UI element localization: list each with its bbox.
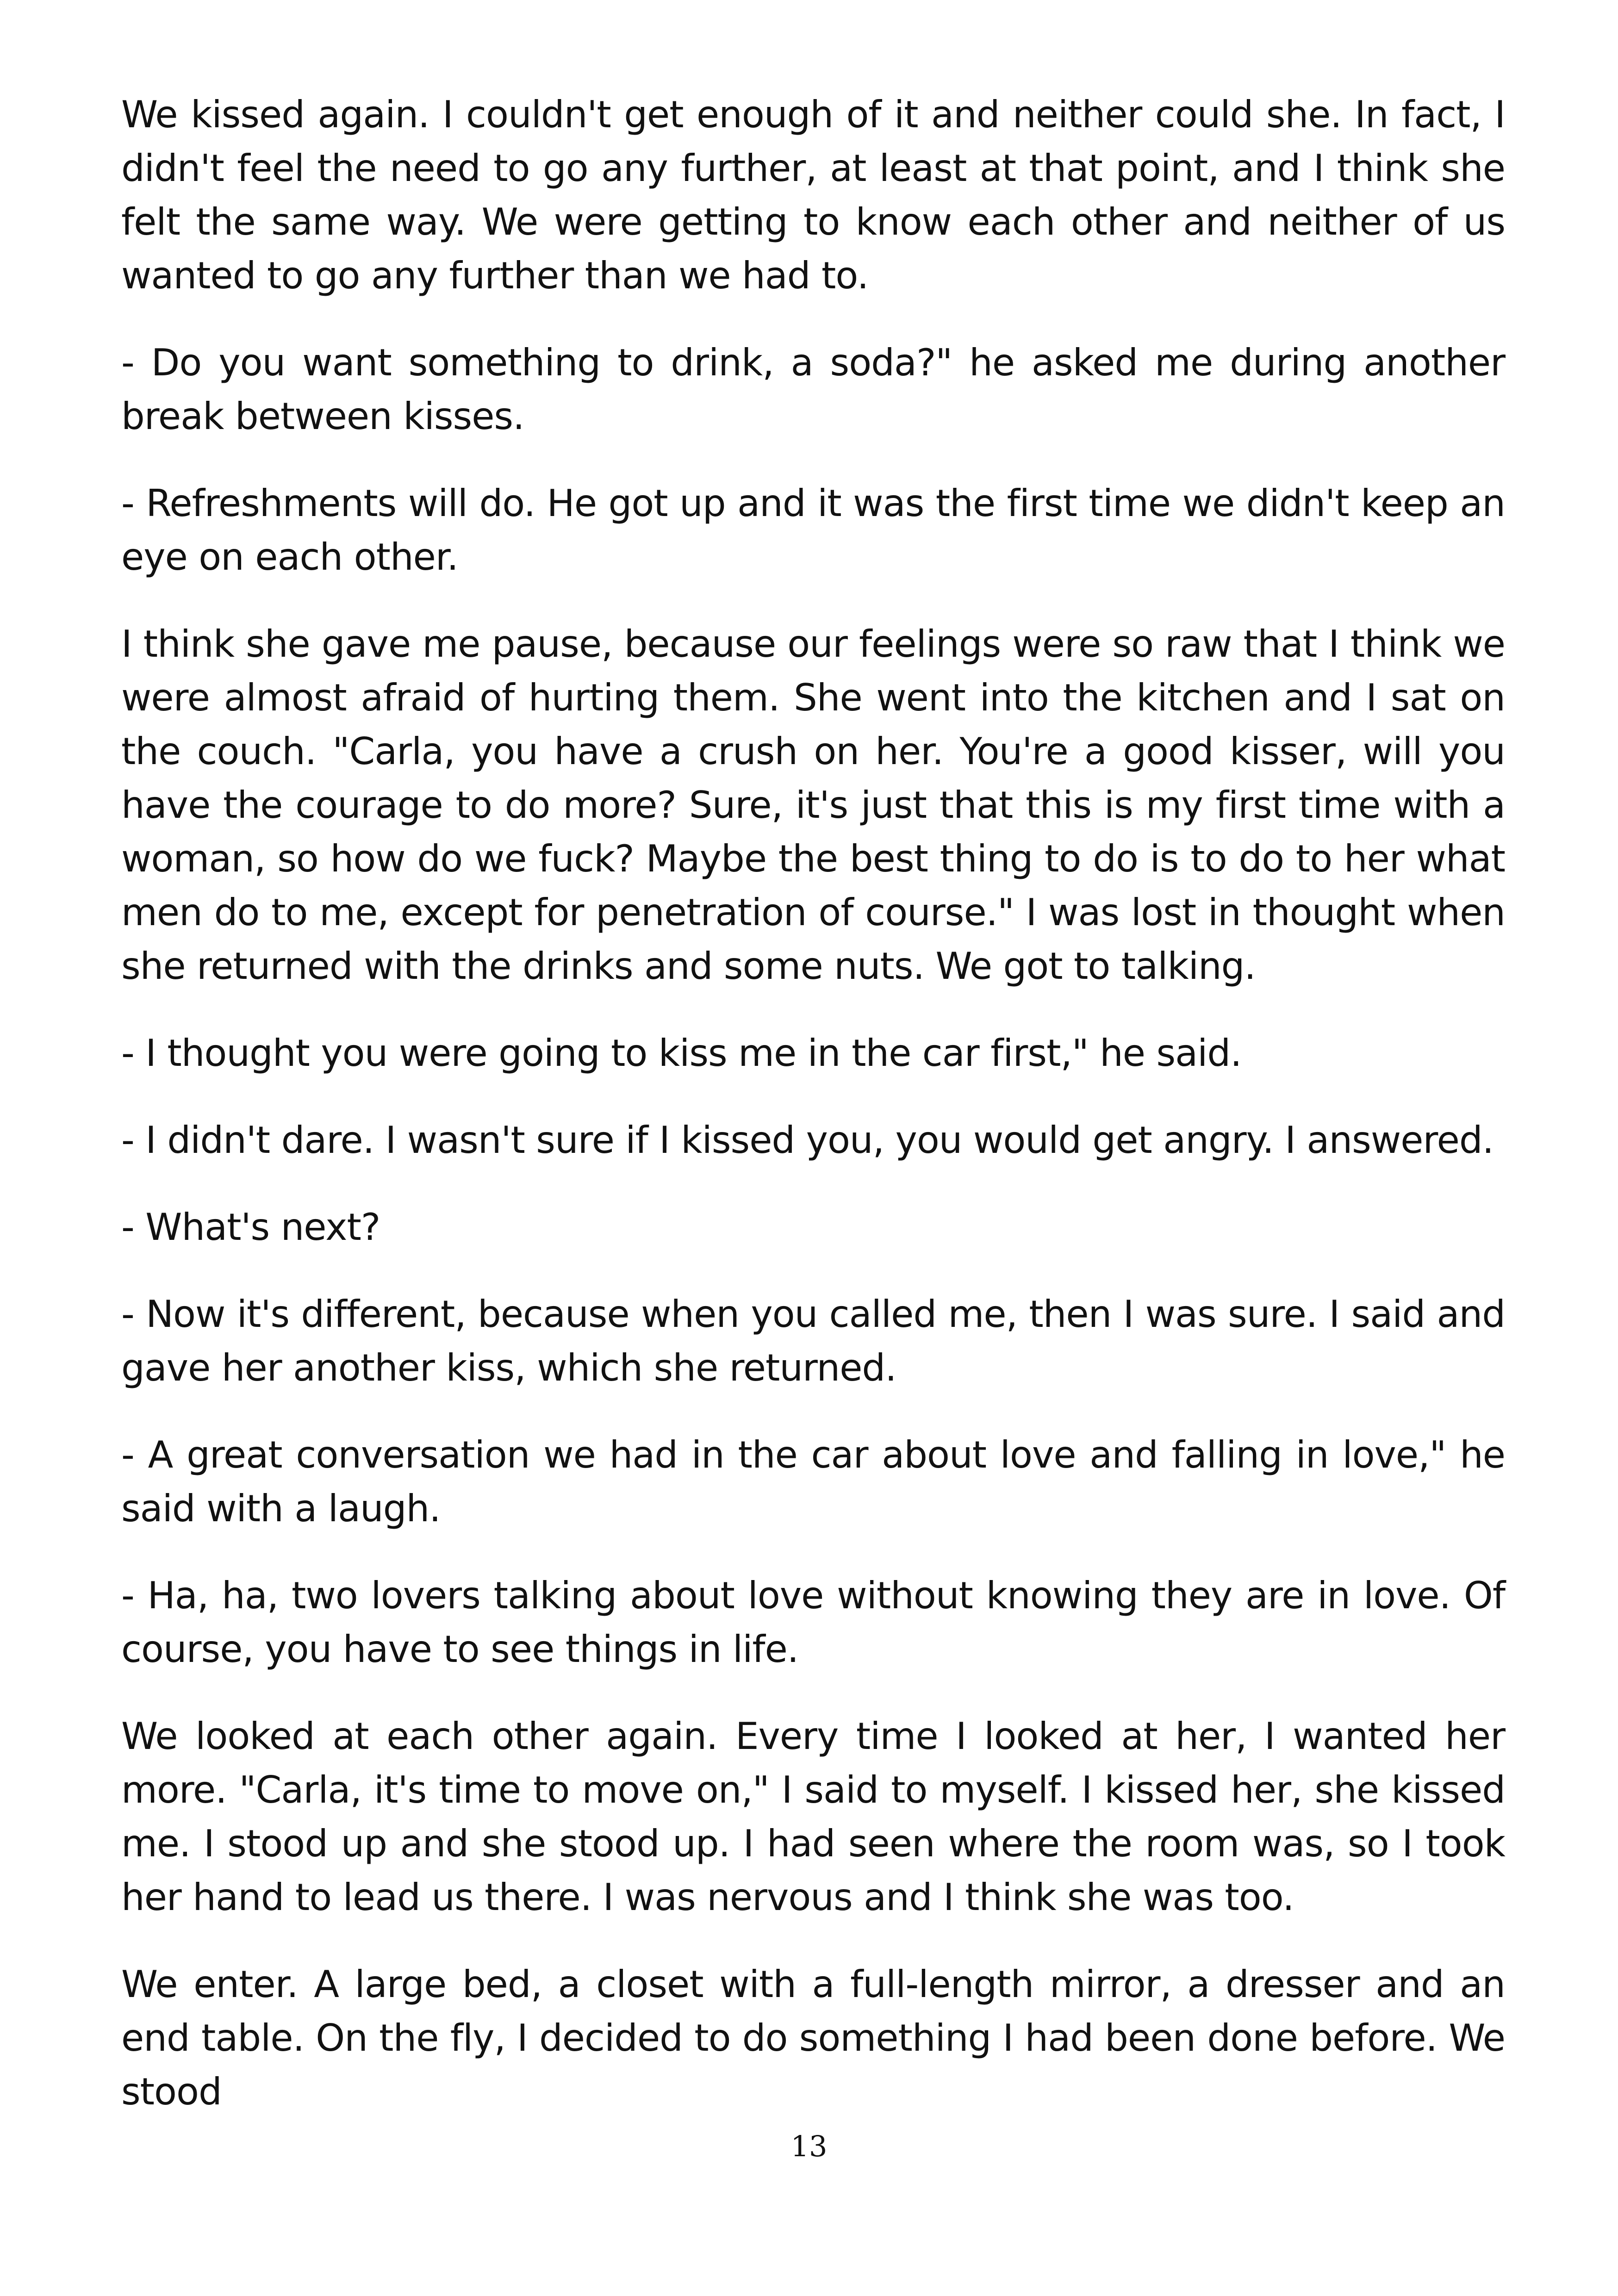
paragraph: - A great conversation we had in the car about love and falling in love," he said with a laugh.: [121, 1433, 1505, 1530]
paragraph: We kissed again. I couldn't get enough of it and neither could she. In fact, I didn't feel the need to go any further, at least at that point, and I think she felt the same way. We were getting to know each other and neither of us wanted to go any further than we had to.: [121, 93, 1505, 297]
paragraph: We looked at each other again. Every time I looked at her, I wanted her more. "Carla, it's time to move on," I said to myself. I kissed her, she kissed me. I stood up and she stood up. I had seen where the room was, so I took her hand to lead us there. I was nervous and I think she was too.: [121, 1715, 1505, 1919]
paragraph: We enter. A large bed, a closet with a full-length mirror, a dresser and an end table. On the fly, I decided to do something I had been done before. We stood: [121, 1963, 1505, 2113]
paragraph: - I thought you were going to kiss me in the car first," he said.: [121, 1032, 1242, 1075]
paragraph: - Refreshments will do. He got up and it was the first time we didn't keep an eye on each other.: [121, 482, 1505, 579]
page-number: 13: [790, 2129, 828, 2163]
paragraph: - What's next?: [121, 1206, 380, 1249]
paragraph: I think she gave me pause, because our feelings were so raw that I think we were almost afraid of hurting them. She went into the kitchen and I sat on the couch. "Carla, you have a crush on her. You're a good kisser, will you have the courage to do more? Sure, it's just that this is my first time with a woman, so how do we fuck? Maybe the best thing to do is to do to her what men do to me, except for penetration of course." I was lost in thought when she returned with the drinks and some nuts. We got to talking.: [121, 622, 1505, 988]
paragraph: - Do you want something to drink, a soda?" he asked me during another break between kisses.: [121, 341, 1505, 438]
paragraph: - I didn't dare. I wasn't sure if I kissed you, you would get angry. I answered.: [121, 1119, 1494, 1162]
paragraph: - Ha, ha, two lovers talking about love without knowing they are in love. Of course, you have to see things in life.: [121, 1574, 1505, 1671]
page-body: [121, 88, 1505, 2152]
paragraph: - Now it's different, because when you called me, then I was sure. I said and gave her another kiss, which she returned.: [121, 1293, 1505, 1389]
